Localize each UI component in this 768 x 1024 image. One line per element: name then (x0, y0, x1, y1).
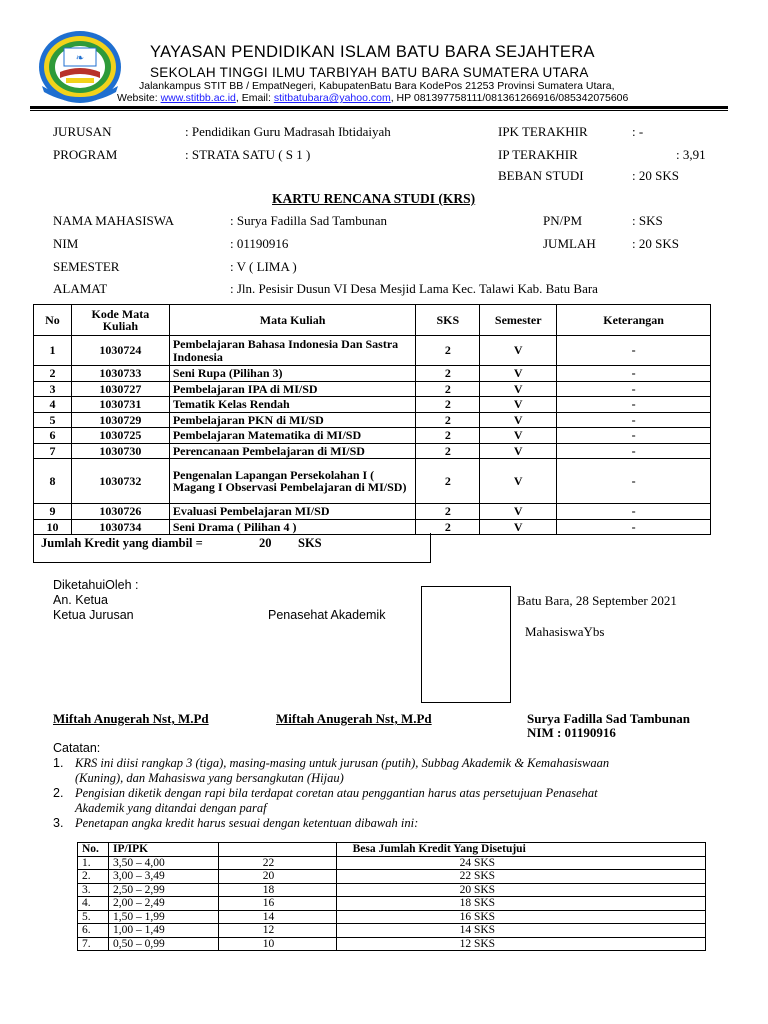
col-header-mata-kuliah: Mata Kuliah (169, 305, 416, 336)
ipk-value: : - (632, 124, 644, 139)
note-line: Akademik yang ditandai dengan paraf (75, 801, 267, 815)
cell-kode: 1030725 (71, 428, 169, 444)
cell-range: 2,50 – 2,99 (108, 883, 218, 897)
cell-semester: V (480, 443, 557, 459)
penasehat-label: Penasehat Akademik (268, 608, 386, 622)
cell-number: 10 (218, 937, 336, 951)
cell-keterangan: - (557, 412, 711, 428)
beban-label: BEBAN STUDI (498, 168, 584, 183)
table-row (78, 897, 706, 911)
cell-semester: V (480, 412, 557, 428)
semester-label: SEMESTER (53, 259, 120, 274)
cell-range: 2,00 – 2,49 (108, 897, 218, 911)
cell-keterangan: - (557, 397, 711, 413)
cell-sks: 24 SKS (336, 856, 705, 870)
cell-semester: V (480, 459, 557, 504)
table-row (78, 924, 706, 938)
document-title: KARTU RENCANA STUDI (KRS) (272, 191, 476, 206)
credit-table-header (78, 843, 706, 857)
nim-label: NIM (53, 236, 79, 251)
note-line: (Kuning), dan Mahasiswa yang bersangkutan (Hijau) (75, 771, 344, 785)
jumlah-label: JUMLAH (543, 236, 596, 251)
table-row (34, 443, 711, 459)
total-credit-label: Jumlah Kredit yang diambil = (41, 536, 203, 550)
an-ketua-label: An. Ketua (53, 593, 108, 607)
pnpm-label: PN/PM (543, 213, 583, 228)
table-row (78, 870, 706, 884)
course-table-header (34, 305, 711, 336)
cell-kode: 1030727 (71, 381, 169, 397)
note-number: 2. (53, 786, 64, 800)
alamat-label: ALAMAT (53, 281, 108, 296)
cell-sks: 16 SKS (336, 910, 705, 924)
nim-value: : 01190916 (230, 236, 289, 251)
ip-label: IP TERAKHIR (498, 147, 578, 162)
cell-mata-kuliah: Evaluasi Pembelajaran MI/SD (169, 504, 416, 520)
cell-semester: V (480, 336, 557, 366)
jumlah-value: : 20 SKS (632, 236, 679, 251)
cell-sks: 22 SKS (336, 870, 705, 884)
institution-logo-icon (36, 28, 124, 106)
svg-text:❧: ❧ (75, 53, 85, 64)
cell-sks: 12 SKS (336, 937, 705, 951)
credit-rule-table (77, 842, 706, 951)
note-line: Pengisian diketik dengan rapi bila terdapat coretan atau penggantian harus atas persetujuan Penasehat (75, 786, 598, 800)
cell-range: 0,50 – 0,99 (108, 937, 218, 951)
cell-no: 1. (78, 856, 109, 870)
college-name: SEKOLAH TINGGI ILMU TARBIYAH BATU BARA SUMATERA UTARA (150, 65, 589, 80)
cell-kode: 1030729 (71, 412, 169, 428)
cell-sks: 14 SKS (336, 924, 705, 938)
cell-no: 4. (78, 897, 109, 911)
course-table (33, 304, 711, 535)
cell-semester: V (480, 428, 557, 444)
cell-mata-kuliah: Tematik Kelas Rendah (169, 397, 416, 413)
nama-value: : Surya Fadilla Sad Tambunan (230, 213, 387, 228)
table-row (34, 412, 711, 428)
cell-number: 22 (218, 856, 336, 870)
cell-keterangan: - (557, 519, 711, 535)
cell-semester: V (480, 366, 557, 382)
cell-no: 3. (78, 883, 109, 897)
email-link[interactable]: stitbatubara@yahoo.com (273, 92, 391, 104)
cell-no: 1 (34, 336, 72, 366)
foundation-name: YAYASAN PENDIDIKAN ISLAM BATU BARA SEJAHTERA (150, 43, 595, 61)
cell-keterangan: - (557, 443, 711, 459)
cell-range: 1,50 – 1,99 (108, 910, 218, 924)
cell-no: 7. (78, 937, 109, 951)
college-contact (117, 92, 628, 104)
cell-no: 2 (34, 366, 72, 382)
note-number: 1. (53, 756, 64, 770)
phone-numbers: , HP 081397758111/081361266916/085342075606 (390, 92, 629, 104)
header-divider-thick (30, 106, 728, 109)
cell-kode: 1030726 (71, 504, 169, 520)
place-date: Batu Bara, 28 September 2021 (517, 593, 677, 608)
table-row (34, 397, 711, 413)
cell-semester: V (480, 397, 557, 413)
col-header-kode: Kode Mata Kuliah (71, 305, 169, 336)
total-credit-value: 20 (259, 536, 272, 550)
signer-mahasiswa-nim: NIM : 01190916 (527, 725, 616, 740)
note-line: KRS ini diisi rangkap 3 (tiga), masing-masing untuk jurusan (putih), Subbag Akademik & Kemahasiswaan (75, 756, 610, 770)
col-header-no: No (34, 305, 72, 336)
cell-semester: V (480, 504, 557, 520)
alamat-value: : Jln. Pesisir Dusun VI Desa Mesjid Lama Kec. Talawi Kab. Batu Bara (230, 281, 598, 296)
cell-number: 18 (218, 883, 336, 897)
cell-mata-kuliah: Seni Rupa (Pilihan 3) (169, 366, 416, 382)
cell-no: 5 (34, 412, 72, 428)
table-row (34, 504, 711, 520)
cell-kode: 1030733 (71, 366, 169, 382)
cell-range: 3,00 – 3,49 (108, 870, 218, 884)
pnpm-value: : SKS (632, 213, 663, 228)
signer-mahasiswa-name: Surya Fadilla Sad Tambunan (527, 711, 690, 726)
table-row (78, 937, 706, 951)
col-header-sks: SKS (416, 305, 480, 336)
col-header-blank (218, 843, 336, 857)
program-value: : STRATA SATU ( S 1 ) (185, 147, 311, 162)
cell-range: 1,00 – 1,49 (108, 924, 218, 938)
col-header-no: No. (78, 843, 109, 857)
cell-mata-kuliah: Pengenalan Lapangan Persekolahan I ( Magang I Observasi Pembelajaran di MI/SD) (169, 459, 416, 504)
cell-sks: 2 (416, 519, 480, 535)
cell-sks: 2 (416, 443, 480, 459)
signer-penasehat-name: Miftah Anugerah Nst, M.Pd (276, 711, 432, 726)
nama-label: NAMA MAHASISWA (53, 213, 174, 228)
cell-semester: V (480, 381, 557, 397)
cell-keterangan: - (557, 459, 711, 504)
cell-mata-kuliah: Pembelajaran IPA di MI/SD (169, 381, 416, 397)
cell-sks: 2 (416, 459, 480, 504)
cell-keterangan: - (557, 366, 711, 382)
table-row (78, 856, 706, 870)
cell-no: 10 (34, 519, 72, 535)
cell-keterangan: - (557, 336, 711, 366)
photo-placeholder (421, 586, 511, 703)
col-header-ip-ipk: IP/IPK (108, 843, 218, 857)
cell-no: 4 (34, 397, 72, 413)
cell-semester: V (480, 519, 557, 535)
program-label: PROGRAM (53, 147, 118, 162)
table-row (78, 910, 706, 924)
cell-no: 3 (34, 381, 72, 397)
cell-mata-kuliah: Pembelajaran PKN di MI/SD (169, 412, 416, 428)
cell-mata-kuliah: Perencanaan Pembelajaran di MI/SD (169, 443, 416, 459)
cell-sks: 2 (416, 366, 480, 382)
table-row (34, 336, 711, 366)
cell-no: 5. (78, 910, 109, 924)
college-address: Jalankampus STIT BB / EmpatNegeri, KabupatenBatu Bara KodePos 21253 Provinsi Sumatera Utara, (139, 80, 615, 92)
note-line: Penetapan angka kredit harus sesuai dengan ketentuan dibawah ini: (75, 816, 419, 830)
cell-no: 2. (78, 870, 109, 884)
cell-keterangan: - (557, 381, 711, 397)
ketua-jurusan-label: Ketua Jurusan (53, 608, 134, 622)
cell-kode: 1030734 (71, 519, 169, 535)
table-row (34, 381, 711, 397)
col-header-keterangan: Keterangan (557, 305, 711, 336)
col-header-semester: Semester (480, 305, 557, 336)
cell-number: 12 (218, 924, 336, 938)
semester-value: : V ( LIMA ) (230, 259, 297, 274)
cell-sks: 2 (416, 428, 480, 444)
cell-number: 14 (218, 910, 336, 924)
cell-kode: 1030730 (71, 443, 169, 459)
col-header-kredit: Besa Jumlah Kredit Yang Disetujui (336, 843, 705, 857)
diketahui-label: DiketahuiOleh : (53, 578, 139, 592)
cell-no: 9 (34, 504, 72, 520)
cell-sks: 18 SKS (336, 897, 705, 911)
ip-value: : 3,91 (676, 147, 706, 162)
beban-value: : 20 SKS (632, 168, 679, 183)
ipk-label: IPK TERAKHIR (498, 124, 588, 139)
cell-kode: 1030724 (71, 336, 169, 366)
cell-sks: 2 (416, 397, 480, 413)
notes-heading: Catatan: (53, 741, 101, 755)
website-link[interactable]: www.stitbb.ac.id (160, 92, 236, 104)
website-label: Website: (117, 92, 158, 104)
signer-ketua-name: Miftah Anugerah Nst, M.Pd (53, 711, 209, 726)
cell-number: 16 (218, 897, 336, 911)
cell-sks: 2 (416, 381, 480, 397)
header-divider-thin (30, 110, 728, 111)
cell-sks: 20 SKS (336, 883, 705, 897)
table-row (34, 459, 711, 504)
note-number: 3. (53, 816, 64, 830)
cell-sks: 2 (416, 504, 480, 520)
jurusan-label: JURUSAN (53, 124, 112, 139)
cell-mata-kuliah: Seni Drama ( Pilihan 4 ) (169, 519, 416, 535)
table-row (34, 428, 711, 444)
cell-mata-kuliah: Pembelajaran Bahasa Indonesia Dan Sastra Indonesia (169, 336, 416, 366)
cell-range: 3,50 – 4,00 (108, 856, 218, 870)
cell-keterangan: - (557, 428, 711, 444)
cell-no: 8 (34, 459, 72, 504)
email-label: , Email: (235, 92, 271, 104)
cell-mata-kuliah: Pembelajaran Matematika di MI/SD (169, 428, 416, 444)
cell-sks: 2 (416, 412, 480, 428)
cell-keterangan: - (557, 504, 711, 520)
cell-number: 20 (218, 870, 336, 884)
cell-no: 7 (34, 443, 72, 459)
total-credit-unit: SKS (298, 536, 322, 550)
cell-sks: 2 (416, 336, 480, 366)
cell-no: 6. (78, 924, 109, 938)
cell-no: 6 (34, 428, 72, 444)
jurusan-value: : Pendidikan Guru Madrasah Ibtidaiyah (185, 124, 391, 139)
mahasiswa-label: MahasiswaYbs (525, 624, 605, 639)
cell-kode: 1030732 (71, 459, 169, 504)
table-row (78, 883, 706, 897)
cell-kode: 1030731 (71, 397, 169, 413)
table-row (34, 366, 711, 382)
